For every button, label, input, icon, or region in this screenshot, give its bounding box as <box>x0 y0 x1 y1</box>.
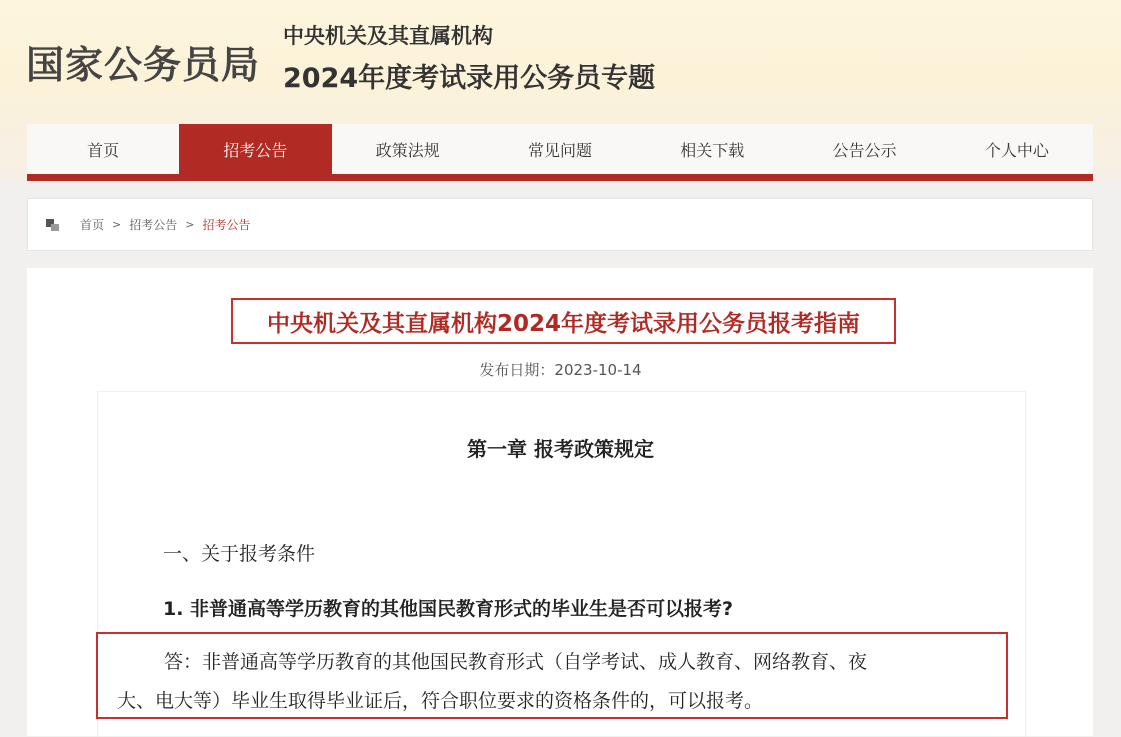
nav-item-announcements[interactable]: 公告公示 <box>832 140 897 160</box>
nav-item-recruitment-notices[interactable]: 招考公告 <box>179 124 331 174</box>
breadcrumb-current: 招考公告 <box>202 218 251 232</box>
breadcrumb-home[interactable]: 首页 <box>80 218 105 232</box>
answer-line-2: 大、电大等）毕业生取得毕业证后，符合职位要求的资格条件的，可以报考。 <box>117 690 764 712</box>
site-name[interactable]: 国家公务员局 <box>26 43 261 87</box>
nav-item-personal-center[interactable]: 个人中心 <box>984 140 1049 160</box>
breadcrumb <box>27 198 1093 251</box>
breadcrumb-separator: > <box>185 218 195 231</box>
breadcrumb-recruitment-notices[interactable]: 招考公告 <box>129 218 178 232</box>
publish-date: 发布日期：2023-10-14 <box>479 361 642 379</box>
nav-item-home[interactable]: 首页 <box>87 140 120 160</box>
chapter-heading: 第一章 报考政策规定 <box>467 437 654 461</box>
header-subtitle-line1: 中央机关及其直属机构 <box>283 24 493 48</box>
main-nav <box>27 124 1093 174</box>
answer-line-1: 答：非普通高等学历教育的其他国民教育形式（自学考试、成人教育、网络教育、夜 <box>164 651 868 673</box>
nav-item-faq[interactable]: 常见问题 <box>527 140 592 160</box>
nav-item-policies[interactable]: 政策法规 <box>375 140 440 160</box>
header-subtitle-line2: 2024年度考试录用公务员专题 <box>283 63 656 94</box>
breadcrumb-separator: > <box>112 218 122 231</box>
document-icon <box>46 219 60 231</box>
nav-item-downloads[interactable]: 相关下载 <box>680 140 745 160</box>
nav-underline <box>27 174 1093 181</box>
article-title <box>231 298 896 344</box>
section-heading: 一、关于报考条件 <box>163 543 316 565</box>
article-title-text: 中央机关及其直属机构2024年度考试录用公务员报考指南 <box>266 310 860 337</box>
question-text: 1. 非普通高等学历教育的其他国民教育形式的毕业生是否可以报考? <box>163 598 734 620</box>
